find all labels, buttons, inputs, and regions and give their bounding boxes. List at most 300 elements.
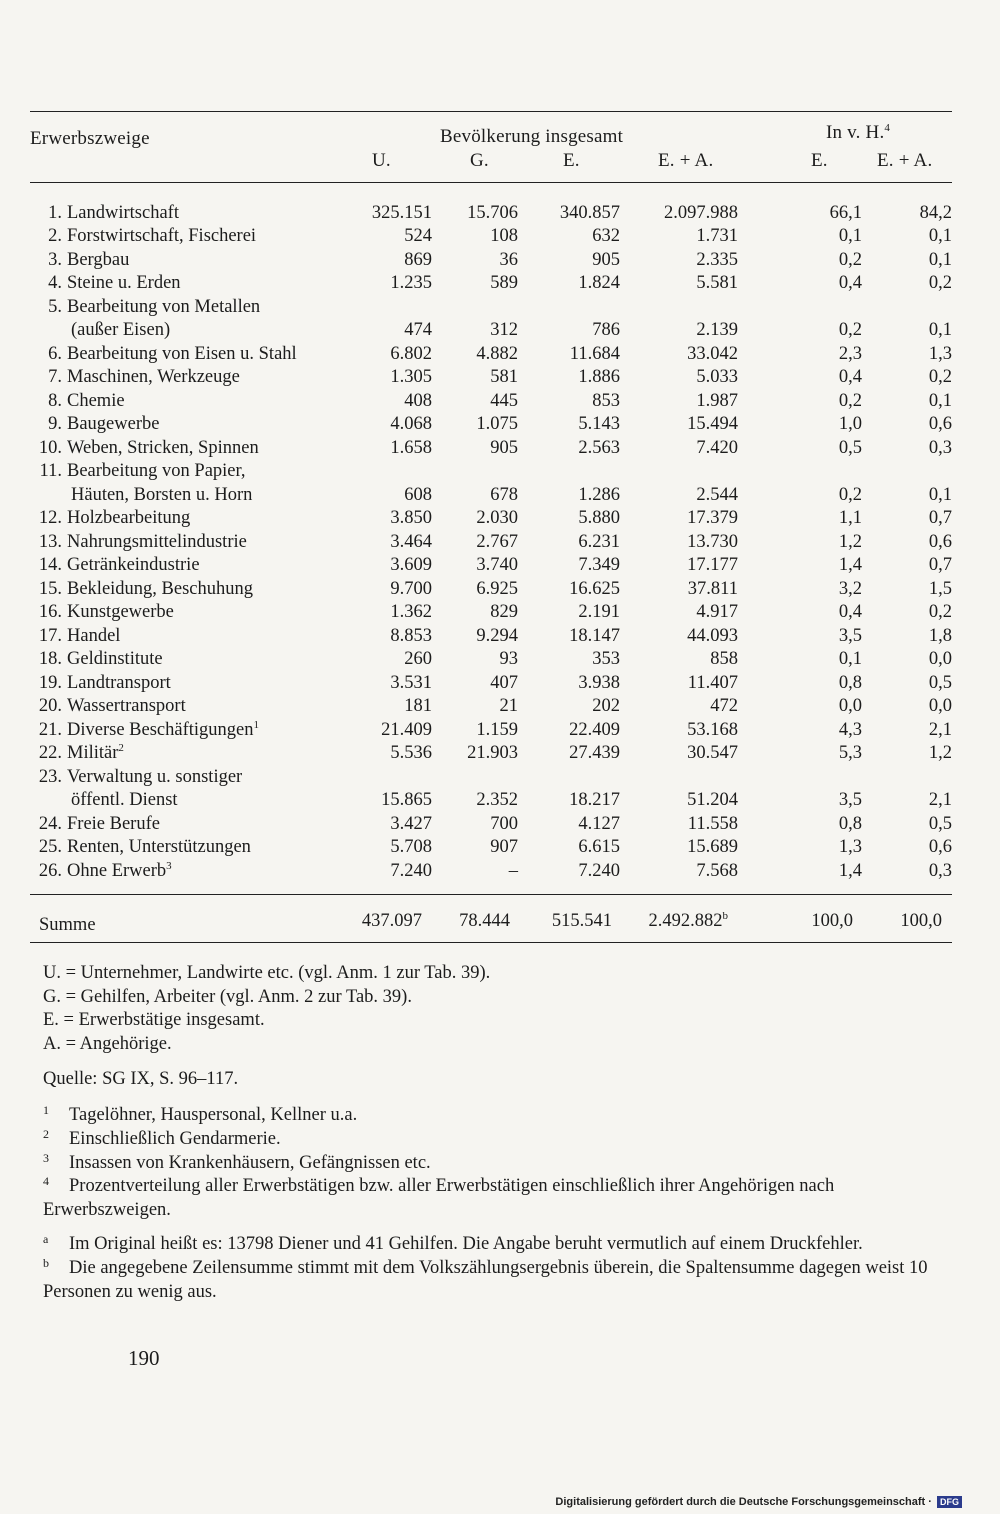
footnote-mark: 1 <box>253 718 259 731</box>
cell-g: 407 <box>490 672 518 693</box>
table-row <box>30 740 952 764</box>
row-number: 7. <box>48 367 62 387</box>
row-label-text: Steine u. Erden <box>67 273 181 293</box>
row-number: 26. <box>38 860 62 881</box>
cell-pea: 0,2 <box>928 602 952 622</box>
footnote-1: 1 Tagelöhner, Hauspersonal, Kellner u.a. <box>43 1103 358 1125</box>
row-label <box>30 599 352 623</box>
cell-e: 7.349 <box>578 555 620 575</box>
cell-g: 2.352 <box>476 790 518 810</box>
row-label <box>30 669 352 693</box>
cell-pea <box>862 763 952 787</box>
header-col-label: Erwerbszweige <box>30 128 150 149</box>
cell-e: 3.938 <box>578 672 620 693</box>
cell-e: 27.439 <box>569 743 620 763</box>
cell-pe: 0,2 <box>838 249 862 270</box>
cell-g: 1.159 <box>476 719 518 740</box>
cell-e: 6.615 <box>578 837 620 857</box>
row-label <box>30 740 352 764</box>
header-e: E. <box>563 150 580 171</box>
cell-ea: 2.097.988 <box>664 202 738 223</box>
cell-ea: 5.033 <box>696 367 738 387</box>
cell-g: 15.706 <box>467 202 518 223</box>
row-label-text: Bergbau <box>67 249 130 270</box>
cell-e: 202 <box>592 696 620 716</box>
cell-ea: 17.379 <box>687 508 738 528</box>
cell-pea: 0,3 <box>928 437 952 458</box>
cell-pea: 0,5 <box>928 813 952 834</box>
cell-pea: 0,3 <box>928 860 952 881</box>
cell-u: 21.409 <box>381 719 432 740</box>
cell-ea <box>620 293 738 317</box>
cell-u: 608 <box>404 484 432 505</box>
cell-g: 700 <box>490 813 518 834</box>
row-number: 10. <box>38 437 62 458</box>
table-row <box>30 787 952 811</box>
cell-ea: 30.547 <box>687 743 738 763</box>
cell-pe: 0,1 <box>838 226 862 246</box>
row-label <box>30 387 352 411</box>
footnote-a: a Im Original heißt es: 13798 Diener und 41 Gehilfen. Die Angabe beruht vermutlich auf einem Druckfehler. <box>43 1232 863 1254</box>
row-label-text: Maschinen, Werkzeuge <box>67 367 240 387</box>
row-label-text: Geldinstitute <box>67 649 163 669</box>
cell-u: 5.708 <box>390 837 432 857</box>
sum-pct-ea: 100,0 <box>900 911 942 931</box>
row-number: 8. <box>48 390 62 411</box>
row-label-text: Weben, Stricken, Spinnen <box>67 437 259 458</box>
cell-pea: 0,7 <box>928 555 952 575</box>
cell-ea: 472 <box>710 696 738 716</box>
cell-pea: 2,1 <box>928 790 952 810</box>
cell-pe: 3,5 <box>838 790 862 810</box>
cell-pe: 0,8 <box>838 813 862 834</box>
row-label-text: Kunstgewerbe <box>67 602 174 622</box>
cell-pe: 0,4 <box>838 602 862 622</box>
cell-pe: 0,2 <box>838 320 862 340</box>
cell-u: 3.531 <box>390 672 432 693</box>
cell-u: 524 <box>404 226 432 246</box>
table-row <box>30 199 952 223</box>
cell-e: 11.684 <box>569 343 620 364</box>
row-label-text: Bekleidung, Beschuhung <box>67 578 254 599</box>
cell-ea: 11.407 <box>687 672 738 693</box>
cell-ea: 2.139 <box>696 320 738 340</box>
footnote-mark: 2 <box>118 742 124 754</box>
cell-e: 5.880 <box>578 508 620 528</box>
abbrev-g: G. = Gehilfen, Arbeiter (vgl. Anm. 2 zur Tab. 39). <box>43 986 412 1007</box>
cell-ea <box>620 763 738 787</box>
cell-g: 6.925 <box>476 578 518 599</box>
cell-ea: 5.581 <box>696 273 738 293</box>
footnote-3: 3 Insassen von Krankenhäusern, Gefängnissen etc. <box>43 1151 431 1173</box>
sum-pct-e: 100,0 <box>811 911 853 931</box>
table-row <box>30 810 952 834</box>
row-label <box>30 411 352 435</box>
row-label-text: Wassertransport <box>67 696 186 716</box>
row-label-text: öffentl. Dienst <box>71 790 178 810</box>
cell-ea: 13.730 <box>687 531 738 552</box>
cell-pe: 0,4 <box>838 273 862 293</box>
cell-e: 7.240 <box>578 860 620 881</box>
cell-u <box>352 458 432 482</box>
cell-e: 6.231 <box>578 531 620 552</box>
cell-e: 853 <box>592 390 620 411</box>
cell-pe: 0,2 <box>838 484 862 505</box>
cell-pea: 1,8 <box>928 625 952 646</box>
row-label-text: Ohne Erwerb <box>67 860 167 881</box>
cell-g: 2.030 <box>476 508 518 528</box>
cell-g: 2.767 <box>476 531 518 552</box>
cell-e: 905 <box>592 249 620 270</box>
cell-pea: 2,1 <box>928 719 952 740</box>
footnote-mark: 3 <box>166 859 172 872</box>
digitization-credit: Digitalisierung gefördert durch die Deutsche Forschungsgemeinschaft · DFG <box>555 1496 962 1508</box>
row-number: 23. <box>38 766 62 787</box>
cell-pe: 3,2 <box>838 578 862 599</box>
cell-u: 8.853 <box>390 625 432 646</box>
row-number: 13. <box>38 531 62 552</box>
cell-g: 829 <box>490 602 518 622</box>
row-label-text: Bearbeitung von Papier, <box>67 461 246 481</box>
cell-u: 4.068 <box>390 414 432 434</box>
table-body <box>30 199 952 881</box>
row-label <box>30 364 352 388</box>
cell-u <box>352 293 432 317</box>
cell-u: 408 <box>404 390 432 411</box>
dfg-logo: DFG <box>937 1496 962 1508</box>
cell-e <box>518 293 620 317</box>
table-row <box>30 528 952 552</box>
cell-g: 93 <box>499 649 518 669</box>
row-label-text: Chemie <box>67 390 125 411</box>
sum-ea: 2.492.882$^b$ <box>648 910 728 931</box>
top-rule <box>30 111 952 112</box>
cell-u: 1.235 <box>390 273 432 293</box>
cell-e: 2.563 <box>578 437 620 458</box>
header-u: U. <box>372 150 391 171</box>
cell-pea: 0,0 <box>928 696 952 716</box>
row-number: 25. <box>38 837 62 857</box>
table-row <box>30 763 952 787</box>
cell-u: 9.700 <box>390 578 432 599</box>
cell-pea: 0,1 <box>928 320 952 340</box>
row-label <box>30 693 352 717</box>
row-label <box>30 458 352 482</box>
row-number: 18. <box>38 649 62 669</box>
abbrev-u: U. = Unternehmer, Landwirte etc. (vgl. Anm. 1 zur Tab. 39). <box>43 963 491 983</box>
table-row <box>30 293 952 317</box>
cell-pe: 3,5 <box>838 625 862 646</box>
table-row <box>30 599 952 623</box>
cell-g: 36 <box>499 249 518 270</box>
row-number: 1. <box>48 202 62 223</box>
row-number: 2. <box>48 226 62 246</box>
table-row <box>30 411 952 435</box>
cell-e: 786 <box>592 320 620 340</box>
table-row <box>30 481 952 505</box>
cell-pe: 0,2 <box>838 390 862 411</box>
cell-pe: 0,5 <box>838 437 862 458</box>
row-label-text: Bearbeitung von Metallen <box>67 296 261 317</box>
cell-e: 16.625 <box>569 578 620 599</box>
row-label-text: (außer Eisen) <box>71 320 171 340</box>
row-label <box>30 575 352 599</box>
data-table <box>30 199 952 881</box>
cell-pe: 0,4 <box>838 367 862 387</box>
cell-pea: 0,1 <box>928 390 952 411</box>
row-label-text: Bearbeitung von Eisen u. Stahl <box>67 343 297 364</box>
row-label <box>30 293 352 317</box>
cell-e <box>518 458 620 482</box>
cell-g: 581 <box>490 367 518 387</box>
footnote-4: 4 Prozentverteilung aller Erwerbstätigen bzw. aller Erwerbstätigen einschließlich ihrer Angehörigen nach Erwerbszweigen. <box>43 1174 835 1220</box>
cell-pe: 0,0 <box>838 696 862 716</box>
cell-e: 2.191 <box>578 602 620 622</box>
cell-pe: 5,3 <box>838 743 862 763</box>
cell-g: 21 <box>499 696 518 716</box>
cell-pe: 1,0 <box>838 414 862 434</box>
row-label-text: Diverse Beschäftigungen <box>67 719 254 740</box>
cell-u: 1.305 <box>390 367 432 387</box>
cell-pea: 0,5 <box>928 672 952 693</box>
cell-e: 5.143 <box>578 414 620 434</box>
cell-u: 1.362 <box>390 602 432 622</box>
cell-u: 869 <box>404 249 432 270</box>
cell-u: 7.240 <box>390 860 432 881</box>
row-label <box>30 716 352 740</box>
row-label-text: Handel <box>67 625 121 646</box>
row-label-text: Häuten, Borsten u. Horn <box>71 484 253 505</box>
cell-pea: 1,5 <box>928 578 952 599</box>
header-ea: E. + A. <box>658 150 714 171</box>
cell-e: 22.409 <box>569 719 620 740</box>
row-label <box>30 552 352 576</box>
row-label <box>30 270 352 294</box>
row-label <box>30 528 352 552</box>
cell-ea: 1.987 <box>696 390 738 411</box>
cell-g: 1.075 <box>476 414 518 434</box>
cell-pea: 0,6 <box>928 837 952 857</box>
cell-pe: 0,1 <box>838 649 862 669</box>
table-row <box>30 270 952 294</box>
abbrev-a: A. = Angehörige. <box>43 1033 172 1054</box>
table-row <box>30 387 952 411</box>
row-label <box>30 317 352 341</box>
row-label-text: Landwirtschaft <box>67 202 179 223</box>
row-label-text: Militär <box>67 743 119 763</box>
cell-g <box>432 293 518 317</box>
cell-pea: 84,2 <box>919 202 952 223</box>
cell-ea: 37.811 <box>687 578 738 599</box>
sum-label: Summe <box>39 915 96 935</box>
cell-pea <box>862 293 952 317</box>
cell-g <box>432 458 518 482</box>
cell-pe: 1,4 <box>838 555 862 575</box>
header-pct-e: E. <box>811 150 828 171</box>
header-pct-ea: E. + A. <box>877 150 933 171</box>
cell-pe <box>738 293 862 317</box>
cell-e: 1.286 <box>578 484 620 505</box>
abbreviations <box>43 962 490 1056</box>
row-label <box>30 834 352 858</box>
row-number: 11. <box>39 461 62 481</box>
sum-u: 437.097 <box>361 911 422 931</box>
cell-pe: 1,1 <box>838 508 862 528</box>
row-number: 17. <box>38 625 62 646</box>
cell-pea: 0,2 <box>928 273 952 293</box>
cell-pe <box>738 458 862 482</box>
sum-rule <box>30 894 952 895</box>
cell-u: 3.609 <box>390 555 432 575</box>
cell-ea: 7.568 <box>696 860 738 881</box>
row-number: 5. <box>48 296 62 317</box>
cell-g: – <box>508 860 518 881</box>
cell-g: 9.294 <box>476 625 518 646</box>
cell-e: 18.147 <box>569 625 620 646</box>
header-g: G. <box>470 150 489 171</box>
table-row <box>30 646 952 670</box>
cell-e: 353 <box>592 649 620 669</box>
cell-u: 181 <box>404 696 432 716</box>
cell-u <box>352 763 432 787</box>
row-label-text: Baugewerbe <box>67 414 160 434</box>
cell-g: 21.903 <box>467 743 518 763</box>
row-label-text: Getränkeindustrie <box>67 555 200 575</box>
source-line: Quelle: SG IX, S. 96–117. <box>43 1069 239 1089</box>
cell-pea: 0,1 <box>928 249 952 270</box>
cell-ea: 7.420 <box>696 437 738 458</box>
cell-u: 3.464 <box>390 531 432 552</box>
cell-ea: 4.917 <box>696 602 738 622</box>
row-label <box>30 787 352 811</box>
row-label-text: Nahrungsmittelindustrie <box>67 531 247 552</box>
table-row <box>30 505 952 529</box>
row-label <box>30 199 352 223</box>
cell-ea: 2.335 <box>696 249 738 270</box>
cell-u: 1.658 <box>390 437 432 458</box>
cell-pe: 1,2 <box>838 531 862 552</box>
table-row <box>30 834 952 858</box>
row-number: 9. <box>48 414 62 434</box>
cell-ea <box>620 458 738 482</box>
row-number: 3. <box>48 249 62 270</box>
cell-pea: 0,2 <box>928 367 952 387</box>
table-row <box>30 317 952 341</box>
cell-g: 678 <box>490 484 518 505</box>
cell-ea: 2.544 <box>696 484 738 505</box>
cell-u: 3.427 <box>390 813 432 834</box>
row-number: 19. <box>38 672 62 693</box>
cell-g: 589 <box>490 273 518 293</box>
cell-pea: 0,6 <box>928 531 952 552</box>
cell-e: 4.127 <box>578 813 620 834</box>
row-number: 20. <box>38 696 62 716</box>
row-label-text: Forstwirtschaft, Fischerei <box>67 226 257 246</box>
cell-ea: 51.204 <box>687 790 738 810</box>
cell-u: 474 <box>404 320 432 340</box>
table-row <box>30 669 952 693</box>
row-label <box>30 763 352 787</box>
cell-e: 18.217 <box>569 790 620 810</box>
cell-pe: 1,3 <box>838 837 862 857</box>
table-row <box>30 857 952 881</box>
row-label <box>30 481 352 505</box>
table-row <box>30 716 952 740</box>
cell-ea: 15.494 <box>687 414 738 434</box>
table-row <box>30 622 952 646</box>
cell-ea: 11.558 <box>687 813 738 834</box>
cell-u: 5.536 <box>390 743 432 763</box>
cell-g: 108 <box>490 226 518 246</box>
row-number: 16. <box>38 602 62 622</box>
cell-u: 6.802 <box>390 343 432 364</box>
table-row <box>30 552 952 576</box>
footnote-2: 2 Einschließlich Gendarmerie. <box>43 1127 281 1149</box>
cell-u: 15.865 <box>381 790 432 810</box>
row-label <box>30 246 352 270</box>
table-row <box>30 575 952 599</box>
cell-pe: 0,8 <box>838 672 862 693</box>
cell-e: 340.857 <box>559 202 620 223</box>
cell-g: 3.740 <box>476 555 518 575</box>
footnote-b: b Die angegebene Zeilensumme stimmt mit dem Volkszählungsergebnis überein, die Spaltensumme dagegen weist 10 Personen zu wenig aus. <box>43 1256 928 1302</box>
cell-pe <box>738 763 862 787</box>
cell-g: 445 <box>490 390 518 411</box>
cell-g: 907 <box>490 837 518 857</box>
cell-e <box>518 763 620 787</box>
cell-e: 1.886 <box>578 367 620 387</box>
cell-pea: 0,6 <box>928 414 952 434</box>
row-label <box>30 646 352 670</box>
cell-e: 632 <box>592 226 620 246</box>
cell-ea: 15.689 <box>687 837 738 857</box>
table-row <box>30 223 952 247</box>
row-number: 21. <box>38 719 62 740</box>
table-row <box>30 340 952 364</box>
table-row <box>30 693 952 717</box>
cell-u: 260 <box>404 649 432 669</box>
cell-pea: 0,1 <box>928 226 952 246</box>
sum-e: 515.541 <box>551 911 612 931</box>
bottom-rule <box>30 942 952 943</box>
sum-row <box>30 909 952 937</box>
cell-ea: 17.177 <box>687 555 738 575</box>
row-label <box>30 434 352 458</box>
table-row <box>30 434 952 458</box>
cell-pea: 0,1 <box>928 484 952 505</box>
row-label-text: Renten, Unterstützungen <box>67 837 251 857</box>
row-label <box>30 622 352 646</box>
table-row <box>30 458 952 482</box>
cell-pea: 1,2 <box>928 743 952 763</box>
cell-ea: 858 <box>710 649 738 669</box>
cell-pea: 0,0 <box>928 649 952 669</box>
cell-g: 905 <box>490 437 518 458</box>
table-row <box>30 246 952 270</box>
row-number: 15. <box>38 578 62 599</box>
row-label-text: Freie Berufe <box>67 813 160 834</box>
row-label <box>30 810 352 834</box>
row-label <box>30 505 352 529</box>
row-label-text: Landtransport <box>67 672 171 693</box>
row-label <box>30 340 352 364</box>
cell-pea: 1,3 <box>928 343 952 364</box>
row-number: 22. <box>38 743 62 763</box>
cell-e: 1.824 <box>578 273 620 293</box>
cell-pea: 0,7 <box>928 508 952 528</box>
row-label <box>30 857 352 881</box>
row-label-text: Verwaltung u. sonstiger <box>67 766 243 787</box>
